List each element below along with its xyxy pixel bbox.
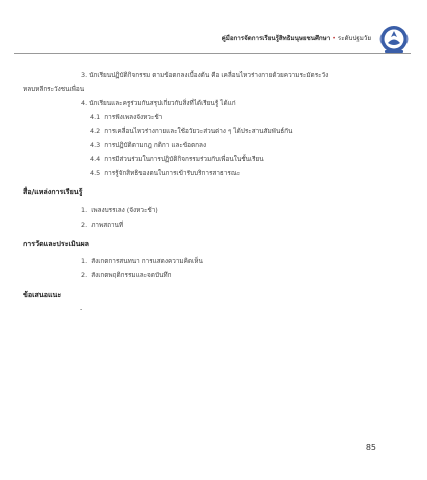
- item-3-line-2: หลบหลีกระวังชนเพื่อน: [23, 85, 85, 93]
- assessment-item-1: [81, 256, 203, 266]
- organization-logo-icon: [377, 24, 411, 54]
- subitem-number: 4.3: [90, 141, 101, 149]
- assessment-heading: การวัดและประเมินผล: [23, 239, 89, 248]
- item-3-text: นักเรียนปฏิบัติกิจกรรม ตามข้อตกลงเบื้องต้น คือ เคลื่อนไหวร่างกายด้วยความระมัดระวัง: [89, 71, 329, 79]
- header-separator: •: [332, 35, 336, 42]
- assessment-item-text: สังเกตพฤติกรรมและจดบันทึก: [91, 271, 172, 279]
- header-manual-title: คู่มือการจัดการเรียนรู้สิทธิมนุษยชนศึกษา: [221, 35, 331, 42]
- subitem-text: การปฏิบัติตามกฎ กติกา และข้อตกลง: [104, 141, 207, 149]
- subitem-4-3: [90, 140, 206, 150]
- item-4: [81, 98, 236, 108]
- header-level: ระดับปฐมวัย: [337, 35, 371, 42]
- item-3-number: 3.: [81, 71, 88, 79]
- media-heading: สื่อ/แหล่งการเรียนรู้: [23, 187, 83, 196]
- media-item-1: [81, 205, 158, 215]
- assessment-item-number: 2.: [81, 271, 88, 279]
- media-item-text: ภาพสถานที่: [91, 221, 124, 229]
- item-3-line-1: [81, 70, 328, 80]
- page-number: 85: [365, 443, 376, 452]
- media-item-number: 1.: [81, 206, 88, 214]
- subitem-text: การเคลื่อนไหวร่างกายและใช้อวัยวะส่วนต่าง ๆ ได้ประสานสัมพันธ์กัน: [104, 127, 293, 135]
- subitem-text: การมีส่วนร่วมในการปฏิบัติกิจกรรมร่วมกับเพื่อนในชั้นเรียน: [104, 155, 264, 163]
- suggestions-dash: -: [80, 305, 83, 313]
- subitem-text: การฟังเพลงจังหวะช้า: [104, 113, 163, 121]
- assessment-item-text: สังเกตการสนทนา การแสดงความคิดเห็น: [91, 257, 203, 265]
- assessment-item-number: 1.: [81, 257, 88, 265]
- subitem-number: 4.1: [90, 113, 101, 121]
- subitem-4-4: [90, 154, 264, 164]
- subitem-4-2: [90, 126, 292, 136]
- header-title: [222, 33, 371, 43]
- assessment-item-2: [81, 270, 171, 280]
- subitem-number: 4.2: [90, 127, 101, 135]
- item-4-text: นักเรียนและครูร่วมกันสรุปเกี่ยวกับสิ่งที่ได้เรียนรู้ ได้แก่: [89, 99, 236, 107]
- subitem-number: 4.5: [90, 169, 101, 177]
- subitem-number: 4.4: [90, 155, 101, 163]
- media-item-text: เพลงบรรเลง (จังหวะช้า): [91, 206, 158, 214]
- subitem-4-1: [90, 112, 162, 122]
- subitem-text: การรู้จักสิทธิของตนในการเข้ารับบริการสาธารณะ: [104, 169, 241, 177]
- media-item-number: 2.: [81, 221, 88, 229]
- item-4-number: 4.: [81, 99, 88, 107]
- subitem-4-5: [90, 168, 240, 178]
- suggestions-heading: ข้อเสนอแนะ: [23, 290, 62, 299]
- media-item-2: [81, 220, 123, 230]
- header-divider: [14, 53, 411, 54]
